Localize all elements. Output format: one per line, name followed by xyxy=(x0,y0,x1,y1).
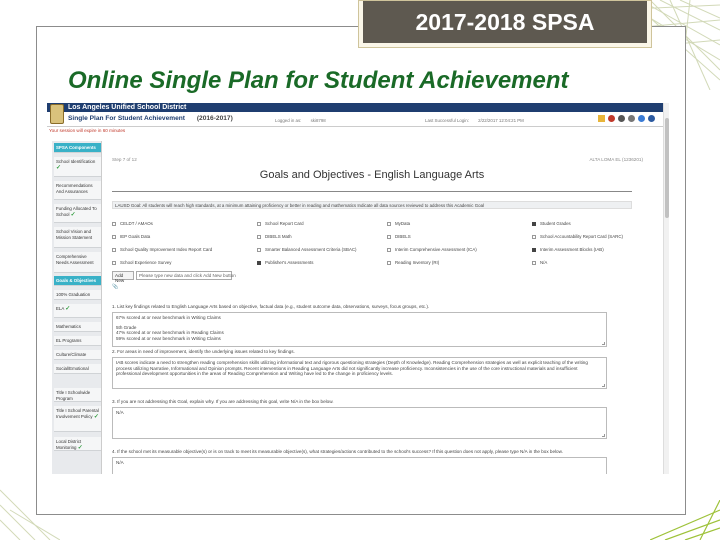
checkbox-unchecked[interactable] xyxy=(387,222,391,226)
checkbox-unchecked[interactable] xyxy=(112,235,116,239)
checkbox-unchecked[interactable] xyxy=(112,261,116,265)
header-icons xyxy=(598,115,655,122)
sidebar-item-label: Title I School Parental Involvement Policy xyxy=(56,408,99,419)
question-3: 3. If you are not addressing this Goal, explain why. If you are addressing this goal, write N/A in the box below. xyxy=(112,399,334,404)
checkbox-unchecked[interactable] xyxy=(387,261,391,265)
answer-line: 59% scored at or near benchmark in Writing Claims xyxy=(116,336,221,342)
data-source-checkbox[interactable] xyxy=(112,247,212,252)
sidebar-item-label: School Identification xyxy=(56,159,96,164)
slide-title: 2017-2018 SPSA xyxy=(363,1,647,43)
last-login xyxy=(425,118,524,123)
sidebar-item-goals-objectives[interactable]: Goals & Objectives xyxy=(54,276,101,286)
district-logo xyxy=(50,104,64,124)
checkbox-label: MyData xyxy=(395,221,411,226)
last-login-value: 2/22/2017 12:04:21 PM xyxy=(478,118,524,123)
sidebar-item-title-i-schoolwide[interactable]: Title I Schoolwide Program xyxy=(54,388,101,402)
checkbox-label: CELDT / AMAOs xyxy=(120,221,153,226)
answer-text: N/A xyxy=(116,410,124,415)
checkbox-label: School Accountability Report Card (SARC) xyxy=(540,234,623,239)
checkbox-label: School Experience Survey xyxy=(120,260,172,265)
sidebar-item-funding[interactable] xyxy=(54,204,101,223)
data-source-checkbox[interactable] xyxy=(532,234,623,239)
last-login-label: Last Successful Login: xyxy=(425,118,469,123)
add-data-input[interactable]: Please type new data and click Add New button xyxy=(136,271,232,280)
answer-3-textarea[interactable] xyxy=(112,407,607,439)
checkbox-label: IEP Goals Data xyxy=(120,234,151,239)
resize-handle[interactable] xyxy=(602,384,605,387)
data-source-checkbox[interactable] xyxy=(532,260,547,265)
sidebar-item-parental-involvement[interactable] xyxy=(54,406,101,432)
answer-line: 47% scored at or near benchmark in Reading Claims xyxy=(116,330,224,336)
print-icon[interactable] xyxy=(618,115,625,122)
checkbox-label: Interim Assessment Blocks (IAB) xyxy=(540,247,604,252)
sidebar-item-ela[interactable] xyxy=(54,304,101,318)
data-source-checkbox[interactable] xyxy=(387,221,410,226)
data-source-checkbox[interactable] xyxy=(112,221,153,226)
data-source-checkbox[interactable] xyxy=(257,247,357,252)
logged-in xyxy=(275,118,326,123)
checkbox-label: Reading Inventory (RI) xyxy=(395,260,440,265)
checkbox-unchecked[interactable] xyxy=(532,235,536,239)
check-icon: ✓ xyxy=(70,211,76,218)
scrollbar-thumb[interactable] xyxy=(665,118,669,218)
checkbox-checked[interactable] xyxy=(257,261,261,265)
settings-icon[interactable] xyxy=(628,115,635,122)
sidebar-item-social-emotional[interactable]: Social/Emotional xyxy=(54,364,101,374)
data-source-checkbox[interactable] xyxy=(257,234,292,239)
checkbox-label: Interim Comprehensive Assessment (ICA) xyxy=(395,247,477,252)
app-year: (2016-2017) xyxy=(196,115,233,122)
add-new-button[interactable]: Add New xyxy=(112,271,134,280)
session-expire-notice: Your session will expire in 60 minutes xyxy=(49,128,126,133)
answer-text: IAB scores indicate a need to strengthen reading comprehension skills utilizing informational text and rigorous questioning strategies (Depth of Knowledge). Reading Comprehension strategies as well as explicit teaching of the writing process utilizing Narrative, Informational and Opinion prompts. Recent interventions in Reading Language Arts did not significantly increase proficiency. Inconsistencies in the use of the core instructional materials and insufficient professional development opportunities in the areas of Reading Comprehension and Writing have led to the change in proficiency levels. xyxy=(116,360,588,377)
question-2: 2. For areas in need of improvement, identify the underlying issues related to key findings. xyxy=(112,349,295,354)
data-source-checkbox[interactable] xyxy=(257,221,304,226)
user-icon[interactable] xyxy=(648,115,655,122)
answer-text: N/A xyxy=(116,460,124,465)
checkbox-checked[interactable] xyxy=(532,222,536,226)
data-source-checkbox[interactable] xyxy=(532,247,604,252)
sidebar-item-label: ELA xyxy=(56,306,65,311)
checkbox-unchecked[interactable] xyxy=(257,222,261,226)
data-source-checkbox[interactable] xyxy=(387,247,477,252)
sidebar-item-el-programs[interactable]: EL Programs xyxy=(54,336,101,346)
checkbox-label: N/A xyxy=(540,260,548,265)
slide-subtitle: Online Single Plan for Student Achievement xyxy=(68,67,569,94)
main-content xyxy=(107,141,655,474)
divider xyxy=(112,191,632,192)
app-title xyxy=(68,115,233,122)
check-icon: ✓ xyxy=(65,306,71,312)
sidebar-item-label: Local District Monitoring xyxy=(56,439,82,450)
page-title: Goals and Objectives - English Language Arts xyxy=(259,169,485,181)
data-source-checkbox[interactable] xyxy=(387,234,411,239)
checkbox-label: DIBELS Math xyxy=(265,234,292,239)
data-source-checkbox[interactable] xyxy=(532,221,571,226)
data-source-checkbox[interactable] xyxy=(257,260,313,265)
step-indicator: Step 7 of 12 xyxy=(112,157,137,162)
checkbox-label: School Quality Improvement Index Report Card xyxy=(120,247,213,252)
sidebar-item-vision-mission[interactable]: School Vision and Mission Statement xyxy=(54,227,101,248)
sidebar-item-school-identification[interactable] xyxy=(54,157,101,177)
app-header xyxy=(47,112,663,127)
checkbox-unchecked[interactable] xyxy=(112,222,116,226)
checkbox-label: Smarter Balanced Assessment Criteria (SBAC) xyxy=(265,247,357,252)
district-name: Los Angeles Unified School District xyxy=(68,104,187,111)
sidebar-item-graduation[interactable]: 100% Graduation xyxy=(54,290,101,300)
data-source-checkbox[interactable] xyxy=(112,234,150,239)
goal-statement: LAUSD Goal: All students will reach high standards, at a minimum attaining proficiency or better in reading and mathematics Indicate all data sources reviewed to address this Academic Goal xyxy=(112,201,632,209)
school-name: ALTA LOMA EL (1236201) xyxy=(589,157,643,162)
checkbox-label: Publisher's Assessments xyxy=(265,260,314,265)
sidebar-item-label: Funding Allocated To School xyxy=(56,206,97,217)
question-4: 4. If the school met its measurable objective(s) or is on track to meet its measurable objective(s), what strategies/actions contributed to the school's success? If this question does not apply, please type N/A in the box below. xyxy=(112,449,563,454)
checkbox-label: School Report Card xyxy=(265,221,304,226)
sidebar-item-recommendations[interactable]: Recommendations And Assurances xyxy=(54,181,101,200)
title-box xyxy=(358,0,652,48)
data-source-checkbox[interactable] xyxy=(387,260,439,265)
checkbox-unchecked[interactable] xyxy=(257,235,261,239)
checkbox-checked[interactable] xyxy=(532,248,536,252)
check-icon: ✓ xyxy=(93,413,99,420)
sidebar-item-district-monitoring[interactable] xyxy=(54,437,101,451)
sidebar-item-mathematics[interactable]: Mathematics xyxy=(54,322,101,332)
logged-in-label: Logged in as: xyxy=(275,118,302,123)
answer-line: 67% scored at or near benchmark in Writing Claims xyxy=(116,315,221,320)
scrollbar[interactable] xyxy=(663,103,669,474)
answer-4-textarea[interactable] xyxy=(112,457,607,474)
sidebar-item-spsa-components[interactable]: SPSA Components xyxy=(54,143,101,153)
checkbox-unchecked[interactable] xyxy=(112,248,116,252)
sidebar-item-culture-climate[interactable]: Culture/Climate xyxy=(54,350,101,360)
warning-icon[interactable] xyxy=(598,115,605,122)
data-source-checkbox[interactable] xyxy=(112,260,172,265)
app-title-text: Single Plan For Student Achievement xyxy=(68,115,185,122)
sidebar xyxy=(52,141,102,474)
checkbox-unchecked[interactable] xyxy=(257,248,261,252)
checkbox-unchecked[interactable] xyxy=(532,261,536,265)
answer-1-textarea[interactable] xyxy=(112,312,607,347)
checkbox-label: Student Grades xyxy=(540,221,571,226)
answer-2-textarea[interactable] xyxy=(112,357,607,389)
sidebar-item-needs-assessment[interactable]: Comprehensive Needs Assessment xyxy=(54,252,101,273)
check-icon: ✓ xyxy=(77,444,83,451)
spsa-app-screenshot xyxy=(47,103,671,474)
resize-handle[interactable] xyxy=(602,434,605,437)
answer-line: 5th Grade xyxy=(116,324,137,330)
logged-in-user: ski8798 xyxy=(310,118,326,123)
attachment-icon[interactable]: 📎 xyxy=(112,284,119,290)
district-header xyxy=(47,103,663,112)
question-1: 1. List key findings related to English Language Arts based on objective, factual data (e.g., student outcome data, observations, surveys, focus groups, etc.). xyxy=(112,304,430,309)
checkbox-unchecked[interactable] xyxy=(387,235,391,239)
help-icon[interactable] xyxy=(638,115,645,122)
check-icon: ✓ xyxy=(56,164,62,171)
resize-handle[interactable] xyxy=(602,342,605,345)
pdf-icon[interactable] xyxy=(608,115,615,122)
checkbox-unchecked[interactable] xyxy=(387,248,391,252)
checkbox-label: DIBELS xyxy=(395,234,411,239)
